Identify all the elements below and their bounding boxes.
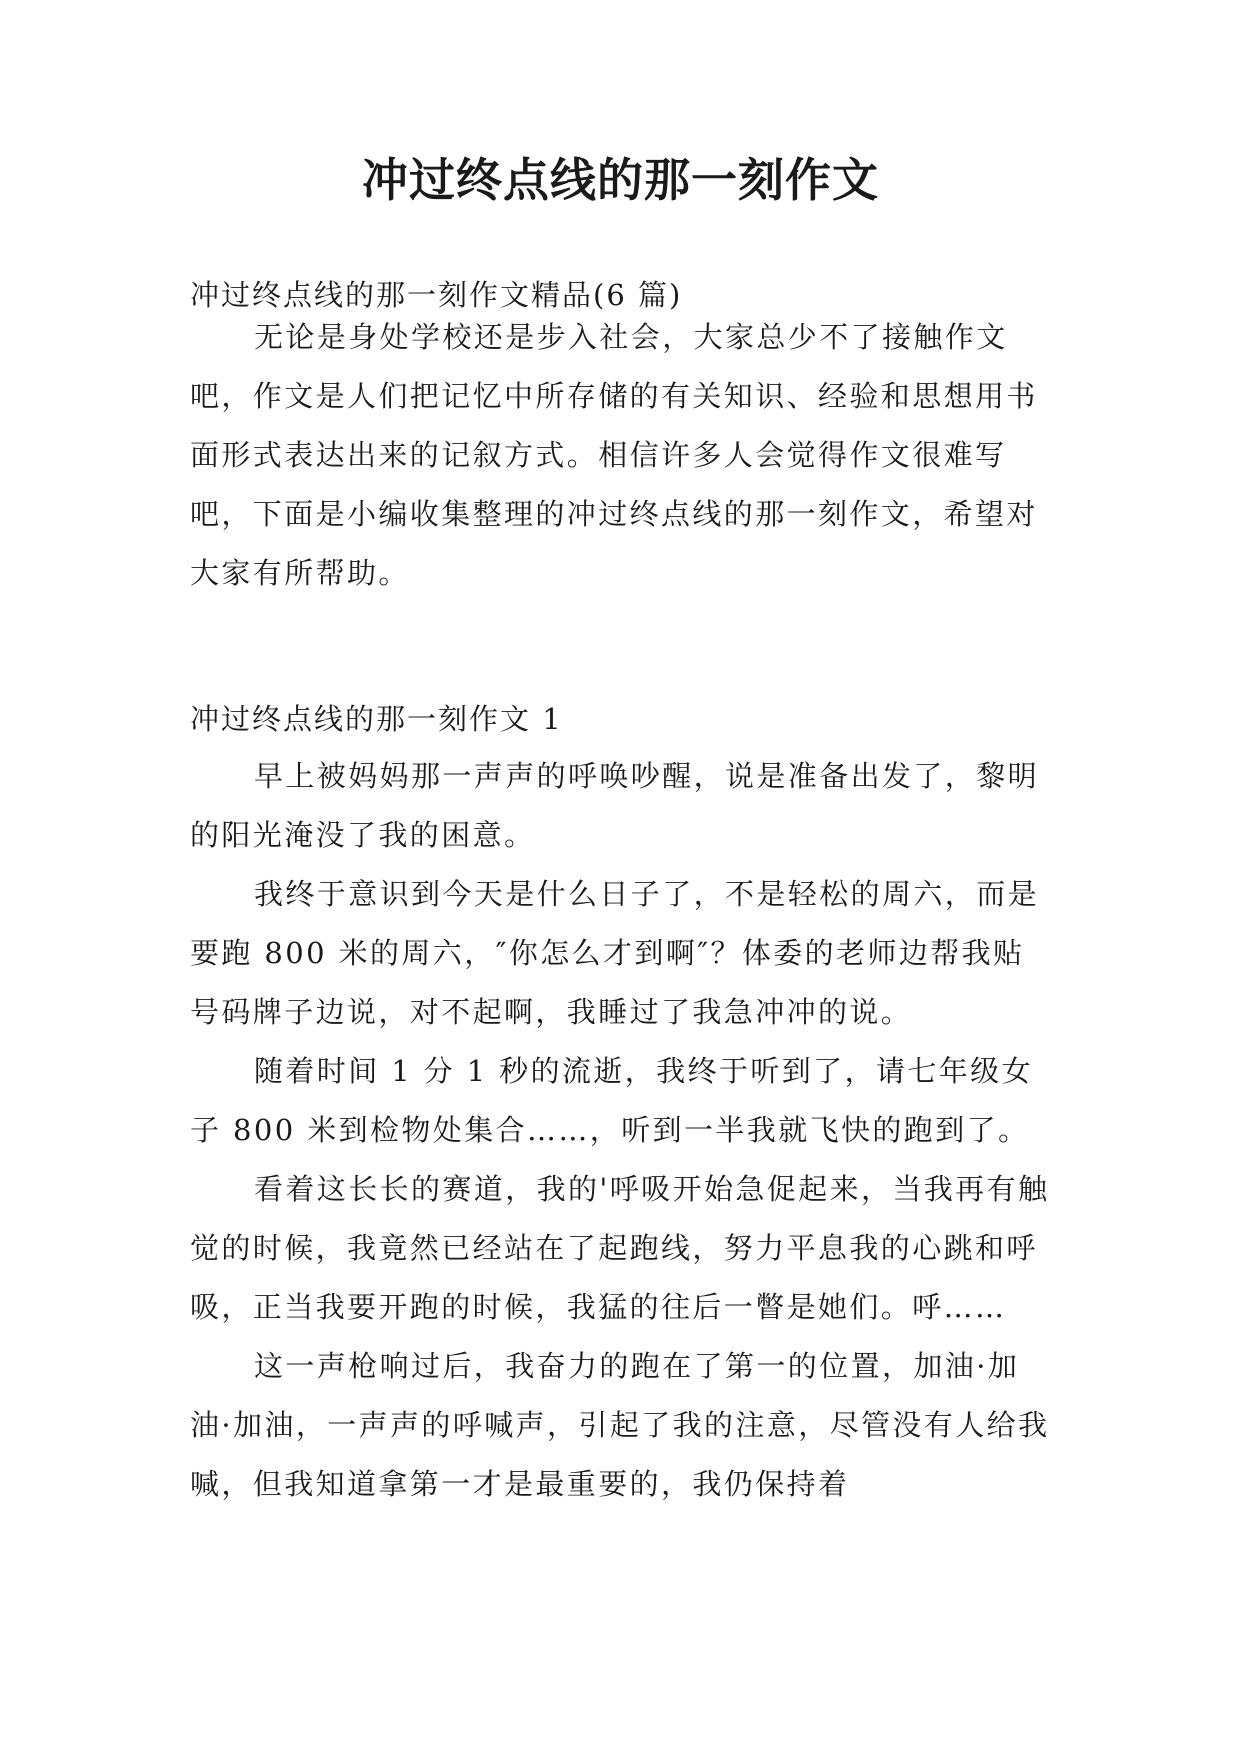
essay-paragraph: 这一声枪响过后，我奋力的跑在了第一的位置，加油·加油·加油，一声声的呼喊声，引起了我的注意，尽管没有人给我喊，但我知道拿第一才是最重要的，我仍保持着 [190, 1349, 1050, 1501]
essay-body [190, 747, 1050, 1514]
essay-paragraph: 看着这长长的赛道，我的'呼吸开始急促起来，当我再有触觉的时候，我竟然已经站在了起跑线，努力平息我的心跳和呼吸，正当我要开跑的时候，我猛的往后一瞥是她们。呼…… [190, 1172, 1050, 1324]
intro-block [190, 308, 1050, 603]
intro-paragraph: 无论是身处学校还是步入社会，大家总少不了接触作文吧，作文是人们把记忆中所存储的有关知识、经验和思想用书面形式表达出来的记叙方式。相信许多人会觉得作文很难写吧，下面是小编收集整理的冲过终点线的那一刻作文，希望对大家有所帮助。 [190, 320, 1038, 590]
essay-paragraph: 随着时间 1 分 1 秒的流逝，我终于听到了，请七年级女子 800 米到检物处集合……，听到一半我就飞快的跑到了。 [190, 1054, 1033, 1147]
document-title: 冲过终点线的那一刻作文 [362, 153, 879, 207]
section-heading: 冲过终点线的那一刻作文 1 [190, 702, 563, 736]
essay-paragraph: 我终于意识到今天是什么日子了，不是轻松的周六，而是要跑 800 米的周六，″你怎么才到啊″？体委的老师边帮我贴号码牌子边说，对不起啊，我睡过了我急冲冲的说。 [190, 877, 1040, 1029]
document-subtitle: 冲过终点线的那一刻作文精品(6 篇) [190, 278, 683, 312]
essay-paragraph: 早上被妈妈那一声声的呼唤吵醒，说是准备出发了，黎明的阳光淹没了我的困意。 [190, 759, 1040, 852]
